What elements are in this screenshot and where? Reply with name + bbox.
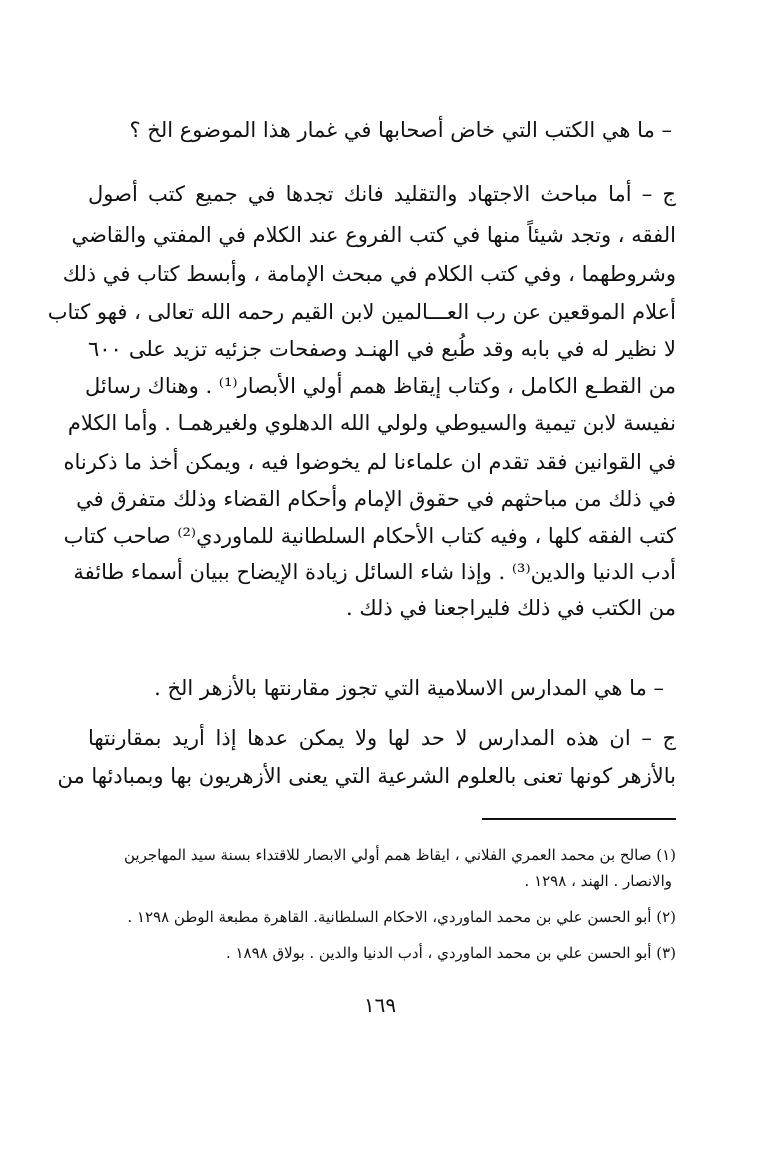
answer-1-line: في ذلك من مباحثهم في حقوق الإمام وأحكام القضاء وذلك متفرق في (76, 487, 676, 511)
page-number: ١٦٩ (363, 993, 397, 1017)
answer-2-line: ج – ان هذه المدارس لا حد لها ولا يمكن عدها إذا أريد بمقارنتها (88, 726, 676, 750)
question-2: – ما هي المدارس الاسلامية التي تجوز مقارنتها بالأزهر الخ . (154, 676, 664, 700)
footnote-3: (٣) أبو الحسن علي بن محمد الماوردي ، أدب الدنيا والدين . بولاق ١٨٩٨ . (225, 944, 676, 962)
answer-1-line: كتب الفقه كلها ، وفيه كتاب الأحكام السلطانية للماوردي⁽²⁾ صاحب كتاب (63, 524, 676, 548)
answer-1-line: ج – أما مباحث الاجتهاد والتقليد فانك تجدها في جميع كتب أصول (88, 182, 676, 206)
answer-1-line: لا نظير له في بابه وقد طُبع في الهنـد وصفحات جزئيه تزيد على ٦٠٠ (88, 337, 676, 361)
answer-1-line: نفيسة لابن تيمية والسيوطي ولولي الله الدهلوي ولغيرهمـا . وأما الكلام (67, 411, 676, 435)
answer-1-line: أدب الدنيا والدين⁽³⁾ . وإذا شاء السائل زيادة الإيضاح ببيان أسماء طائفة (73, 560, 676, 584)
footnote-1: (١) صالح بن محمد العمري الفلاني ، ايقاظ همم أولي الابصار للاقتداء بسنة سيد المهاجرين (124, 846, 676, 864)
answer-1-line: الفقه ، وتجد شيئاً منها في كتب الفروع عند الكلام في المفتي والقاضي (71, 223, 676, 247)
answer-2-line: بالأزهر كونها تعنى بالعلوم الشرعية التي يعنى الأزهريون بها وبمبادئها من (57, 764, 676, 788)
answer-1-line: من الكتب في ذلك فليراجعنا في ذلك . (345, 596, 676, 620)
footnote-divider (482, 818, 676, 820)
answer-1-line: من القطـع الكامل ، وكتاب إيقاظ همم أولي الأبصار⁽¹⁾ . وهناك رسائل (84, 374, 676, 398)
footnote-2: (٢) أبو الحسن علي بن محمد الماوردي، الاحكام السلطانية. القاهرة مطبعة الوطن ١٢٩٨ . (127, 908, 676, 926)
answer-1-line: في القوانين فقد تقدم ان علماءنا لم يخوضوا فيه ، ويمكن أخذ ما ذكرناه (63, 450, 676, 474)
answer-1-line: وشروطهما ، وفي كتب الكلام في مبحث الإمامة ، وأبسط كتاب في ذلك (62, 262, 676, 286)
footnote-1-continued: والانصار . الهند ، ١٢٩٨ . (524, 872, 672, 890)
question-1: – ما هي الكتب التي خاض أصحابها في غمار هذا الموضوع الخ ؟ (129, 118, 672, 142)
answer-1-line: أعلام الموقعين عن رب العـــالمين لابن القيم رحمه الله تعالى ، فهو كتاب (47, 300, 676, 324)
